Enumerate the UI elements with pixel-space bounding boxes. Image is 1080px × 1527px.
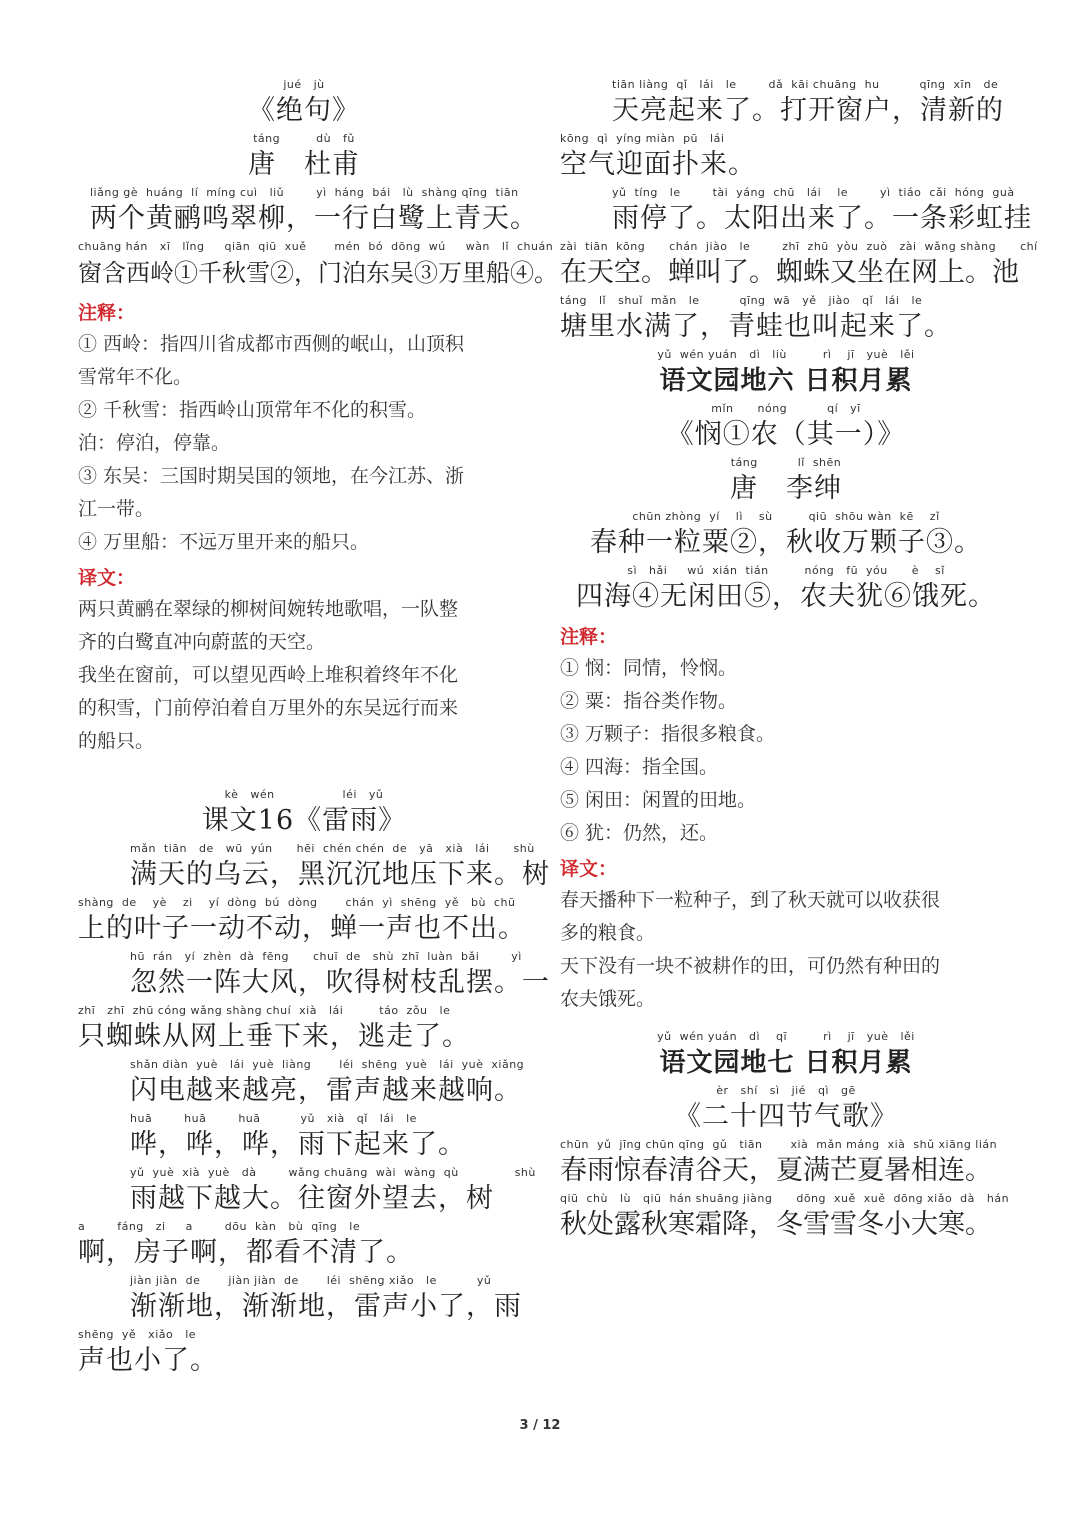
pinyin: kè wén léi yǔ: [224, 788, 384, 801]
pinyin: jiàn jiàn de jiàn jiàn de léi shēng xiǎo le yǔ: [130, 1274, 492, 1287]
lesson-title-line: [78, 788, 530, 842]
note-line: 雪常年不化。: [78, 366, 193, 388]
pinyin: yǔ wén yuán dì liù rì jī yuè lěi: [657, 348, 915, 361]
note-line: ② 千秋雪：指西岭山顶常年不化的积雪。: [78, 399, 427, 421]
lesson-line: [78, 1004, 530, 1058]
note-line: ① 悯：同情，怜悯。: [560, 657, 738, 679]
author-line: [78, 132, 530, 186]
lesson-line: [78, 1112, 530, 1166]
lesson-title: 课文16《雷雨》: [201, 805, 407, 836]
poem-text: 四海④无闲田⑤，农夫犹⑥饿死。: [576, 581, 996, 612]
note-line: ⑥ 犹：仍然，还。: [560, 822, 719, 844]
section-title: 语文园地六 日积月累: [659, 366, 913, 396]
left-column: [78, 78, 558, 1382]
pinyin: shēng yě xiǎo le: [78, 1328, 197, 1341]
lesson-text: 上的叶子一动不动，蝉一声也不出。: [78, 913, 526, 944]
translation-line: 我坐在窗前，可以望见西岭上堆积着终年不化: [78, 664, 459, 686]
poem-text: 秋处露秋寒霜降，冬雪雪冬小大寒。: [560, 1209, 992, 1240]
poem-line: [560, 1138, 1012, 1192]
lesson-line: [78, 1274, 530, 1328]
pinyin: kōng qì yíng miàn pū lái: [560, 132, 725, 145]
section-title-line: [560, 348, 1012, 402]
pinyin: a fáng zi a dōu kàn bù qīng le: [78, 1220, 361, 1233]
poem-author: 唐 杜甫: [248, 149, 360, 180]
pinyin: hū rán yí zhèn dà fēng chuī de shù zhī luàn bǎi yì: [130, 950, 522, 963]
note-line: ⑤ 闲田：闲置的田地。: [560, 789, 757, 811]
pinyin: chuāng hán xī lǐng qiān qiū xuě mén bó dōng wú wàn lǐ chuán: [78, 240, 554, 253]
note-line: 泊：停泊，停靠。: [78, 432, 231, 454]
lesson-line: [78, 950, 550, 1004]
poem-line: [78, 186, 538, 240]
lesson-text: 声也小了。: [78, 1345, 218, 1376]
lesson-line: [560, 186, 1032, 240]
lesson-text: 哗，哗，哗，雨下起来了。: [130, 1129, 466, 1160]
pinyin: chūn zhòng yí lì sù qiū shōu wàn kē zǐ: [632, 510, 940, 523]
lesson-text: 啊，房子啊，都看不清了。: [78, 1237, 414, 1268]
lesson-text: 塘里水满了，青蛙也叫起来了。: [560, 311, 952, 342]
pinyin: mǎn tiān de wū yún hēi chén chén de yā xià lái shù: [130, 842, 535, 855]
pinyin: táng lǐ shuǐ mǎn le qīng wā yě jiào qǐ lái le: [560, 294, 923, 307]
lesson-text: 天亮起来了。打开窗户，清新的: [612, 95, 1004, 126]
lesson-line: [560, 240, 1038, 294]
translation-line: 农夫饿死。: [560, 988, 656, 1010]
poem-text: 窗含西岭①千秋雪②，门泊东吴③万里船④。: [78, 259, 558, 287]
lesson-text: 雨停了。太阳出来了。一条彩虹挂: [612, 203, 1032, 234]
translation-line: 多的粮食。: [560, 922, 656, 944]
page-number: 3 / 12: [519, 1418, 561, 1433]
pinyin: zhī zhī zhū cóng wǎng shàng chuí xià lái táo zǒu le: [78, 1004, 451, 1017]
pinyin: jué jù: [283, 78, 325, 91]
translation-text: [560, 884, 1012, 1016]
lesson-line: [560, 294, 1012, 348]
pinyin: mǐn nóng qí yī: [711, 402, 861, 415]
lesson-line: [78, 1220, 530, 1274]
note-line: 江一带。: [78, 498, 155, 520]
lesson-text: 闪电越来越亮，雷声越来越响。: [130, 1075, 522, 1106]
lesson-line: [560, 132, 1012, 186]
lesson-text: 渐渐地，渐渐地，雷声小了，雨: [130, 1291, 522, 1322]
poem-text: 两个黄鹂鸣翠柳，一行白鹭上青天。: [90, 203, 538, 234]
poem-title-line: [560, 1084, 1012, 1138]
lesson-text: 雨越下越大。往窗外望去，树: [130, 1183, 494, 1214]
lesson-line: [78, 1166, 536, 1220]
poem-title: 《绝句》: [248, 95, 360, 126]
lesson-line: [560, 78, 1012, 132]
section-title: 语文园地七 日积月累: [659, 1048, 913, 1078]
lesson-line: [78, 1058, 530, 1112]
poem-line: [560, 510, 1012, 564]
pinyin: liǎng gè huáng lí míng cuì liǔ yì háng bái lù shàng qīng tiān: [90, 186, 519, 199]
poem-title-line: [78, 78, 530, 132]
poem-line: [78, 240, 558, 294]
lesson-text: 忽然一阵大风，吹得树枝乱摆。一: [130, 967, 550, 998]
pinyin: tiān liàng qǐ lái le dǎ kāi chuāng hu qīng xīn de: [612, 78, 999, 91]
pinyin: táng dù fǔ: [253, 132, 355, 145]
poem-title: 《二十四节气歌》: [674, 1101, 898, 1132]
section-title-line: [560, 1030, 1012, 1084]
lesson-text: 只蜘蛛从网上垂下来，逃走了。: [78, 1021, 470, 1052]
pinyin: sì hǎi wú xián tián nóng fū yóu è sǐ: [627, 564, 945, 577]
poem-author: 唐 李绅: [730, 473, 842, 504]
translation-line: 两只黄鹂在翠绿的柳树间婉转地歌唱，一队整: [78, 598, 459, 620]
lesson-text: 空气迎面扑来。: [560, 149, 756, 180]
translation-line: 的船只。: [78, 730, 155, 752]
poem-title: 《悯①农（其一）》: [666, 419, 906, 450]
translation-line: 天下没有一块不被耕作的田，可仍然有种田的: [560, 955, 941, 977]
right-column: [560, 78, 1038, 1246]
notes-label: 注释：: [560, 626, 618, 648]
notes-label: 注释：: [78, 302, 136, 324]
lesson-line: [78, 1328, 530, 1382]
translation-label: 译文：: [78, 567, 136, 589]
notes-list: [78, 328, 530, 559]
pinyin: yǔ tíng le tài yáng chū lái le yì tiáo cǎi hóng guà: [612, 186, 1015, 199]
poem-line: [560, 1192, 1012, 1246]
pinyin: qiū chù lù qiū hán shuāng jiàng dōng xuě xuě dōng xiǎo dà hán: [560, 1192, 1010, 1205]
note-line: ④ 万里船：不远万里开来的船只。: [78, 531, 370, 553]
pinyin: shǎn diàn yuè lái yuè liàng léi shēng yuè lái yuè xiǎng: [130, 1058, 525, 1071]
pinyin: èr shí sì jié qì gē: [716, 1084, 856, 1097]
pinyin: táng lǐ shēn: [730, 456, 842, 469]
translation-line: 春天播种下一粒种子，到了秋天就可以收获很: [560, 889, 941, 911]
translation-label: 译文：: [560, 858, 618, 880]
note-line: ③ 万颗子：指很多粮食。: [560, 723, 776, 745]
pinyin: shàng de yè zi yí dòng bú dòng chán yì shēng yě bù chū: [78, 896, 516, 909]
poem-text: 春雨惊春清谷天，夏满芒夏暑相连。: [560, 1155, 992, 1186]
poem-line: [560, 564, 1012, 618]
note-line: ④ 四海：指全国。: [560, 756, 719, 778]
pinyin: chūn yǔ jīng chūn qīng gǔ tiān xià mǎn máng xià shǔ xiāng lián: [560, 1138, 998, 1151]
translation-line: 的积雪，门前停泊着自万里外的东吴远行而来: [78, 697, 459, 719]
pinyin: huā huā huā yǔ xià qǐ lái le: [130, 1112, 417, 1125]
author-line: [560, 456, 1012, 510]
translation-line: 齐的白鹭直冲向蔚蓝的天空。: [78, 631, 326, 653]
pinyin: yǔ yuè xià yuè dà wǎng chuāng wài wàng qù shù: [130, 1166, 536, 1179]
note-line: ③ 东吴：三国时期吴国的领地，在今江苏、浙: [78, 465, 465, 487]
lesson-text: 在天空。蝉叫了。蜘蛛又坐在网上。池: [560, 257, 1019, 288]
translation-text: [78, 593, 530, 758]
lesson-text: 满天的乌云，黑沉沉地压下来。树: [130, 859, 550, 890]
poem-text: 春种一粒粟②，秋收万颗子③。: [590, 527, 982, 558]
poem-title-line: [560, 402, 1012, 456]
note-line: ② 粟：指谷类作物。: [560, 690, 738, 712]
lesson-line: [78, 896, 530, 950]
lesson-line: [78, 842, 550, 896]
notes-list: [560, 652, 1012, 850]
pinyin: yǔ wén yuán dì qī rì jī yuè lěi: [657, 1030, 915, 1043]
note-line: ① 西岭：指四川省成都市西侧的岷山，山顶积: [78, 333, 465, 355]
pinyin: zài tiān kōng chán jiào le zhī zhū yòu zuò zài wǎng shàng chí: [560, 240, 1038, 253]
